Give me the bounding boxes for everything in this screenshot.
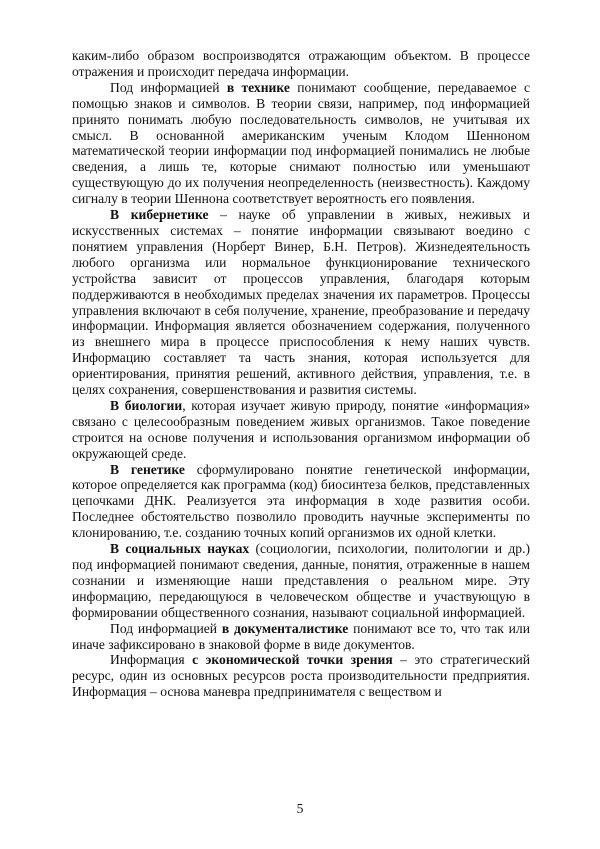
paragraph-technology (72, 80, 530, 207)
paragraph-documentation (72, 621, 530, 653)
text-run: сформулировано понятие генетической информации, которое определяется как программа (код) биосинтеза белков, представленных цепочками ДНК. Реализуется эта информация в ходе развития особи. Последнее обстоятельство позволило проводить научные эксперименты по клонированию, т.е. созданию точных копий организмов их одной клетки. (72, 461, 530, 541)
paragraph-genetics (72, 462, 530, 542)
term-cybernetics: В кибернетике (110, 207, 209, 223)
page-number: 5 (296, 801, 304, 816)
term-genetics: В генетике (110, 461, 185, 477)
term-economics: с экономической точки зрения (192, 652, 393, 668)
paragraph-cybernetics (72, 207, 530, 398)
text-run: каким-либо образом воспроизводятся отражающим объектом. В процессе отражения и происходит передача информации. (72, 48, 530, 79)
text-run: понимают все то, что так или иначе зафиксировано в знаковой форме в виде документов. (72, 620, 530, 652)
term-documentation: в документалистике (221, 620, 349, 636)
text-run: – науке об управлении в живых, неживых и искусственных системах – понятие информации связывают воедино с понятием управления (Норберт Винер, Б.Н. Петров). Жизнедеятельность любого организма или нормальное функционирование технического устройства зависит от процессов управления, благодаря которым поддерживаются в необходимых пределах значения их параметров. Процессы управления включают в себя получение, хранение, преобразование и передачу информации. Информация является обозначением содержания, полученного из внешнего мира в процессе приспособления к нему наших чувств. Информацию составляет та часть знания, которая используется для ориентирования, принятия решений, активного действия, управления, т.е. в целях сохранения, совершенствования и развития системы. (72, 207, 530, 398)
text-run: Под информацией (110, 620, 222, 636)
term-biology: В биологии (110, 397, 183, 413)
term-social-sciences: В социальных науках (110, 541, 250, 557)
text-run: , которая изучает живую природу, понятие «информация» связано с целесообразным поведением живых организмов. Такое поведение строится на основе получения и использования организмом информации об окружающей среде. (72, 397, 530, 461)
paragraph-continuation (72, 48, 530, 80)
paragraph-economics (72, 652, 530, 700)
text-run: – это стратегический ресурс, один из основных ресурсов роста производительности предприятия. Информация – основа маневра предпринимателя с веществом и (72, 652, 531, 700)
text-run: Под информацией (110, 79, 227, 95)
paragraph-biology (72, 398, 530, 462)
body-text (72, 48, 530, 700)
text-run: (социологии, психологии, политологии и др.) под информацией понимают сведения, данные, понятия, отраженные в нашем сознании и изменяющие наши представления о реальном мире. Эту информацию, передающуюся в человеческом обществе и участвующую в формировании общественного сознания, называют социальной информацией. (72, 541, 531, 620)
term-technology: в технике (226, 79, 290, 95)
text-run: понимают сообщение, передаваемое с помощью знаков и символов. В теории связи, например, под информацией принято понимать любую последовательность символов, не учитывая их смысл. В основанной американским ученым Клодом Шенноном математической теории информации под информацией понимались не любые сведения, а лишь те, которые снимают полностью или уменьшают существующую до их получения неопределенность (неизвестность). Каждому сигналу в теории Шеннона соответствует вероятность его появления. (72, 79, 530, 207)
paragraph-social-sciences (72, 541, 530, 621)
text-run: Информация (110, 652, 193, 668)
